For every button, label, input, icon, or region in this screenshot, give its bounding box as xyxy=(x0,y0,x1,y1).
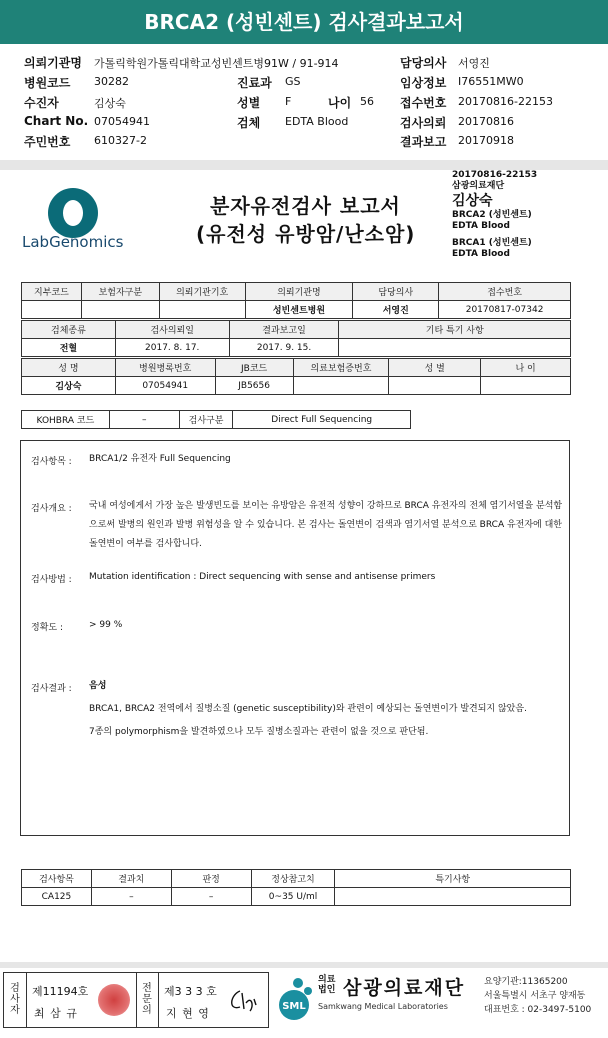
inspector-label: 검사자 xyxy=(10,983,20,1016)
table-header: 의료보험증번호 xyxy=(293,359,389,377)
org-prefix-line: 의료 xyxy=(318,975,336,985)
table-cell xyxy=(293,377,389,395)
info-label: 진료과 xyxy=(237,76,272,90)
org-name-en: Samkwang Medical Laboratories xyxy=(318,1002,448,1011)
info-value: GS xyxy=(285,75,301,88)
info-label: Chart No. xyxy=(24,114,89,128)
table-cell xyxy=(481,377,571,395)
report-subheading: (유전성 유방암/난소암) xyxy=(196,222,416,246)
patient-table xyxy=(21,358,571,395)
kohbra-label: KOHBRA 코드 xyxy=(22,411,110,429)
section-label: 검사항목 : xyxy=(31,457,72,467)
org-name: 삼광의료재단 xyxy=(343,977,466,999)
table-header: 검체종류 xyxy=(22,321,116,339)
stamp-line: 20170816-22153 xyxy=(452,170,538,180)
info-value: 김상숙 xyxy=(94,97,126,110)
org-info-line: 요양기관:11365200 xyxy=(484,977,568,987)
specialist-license: 제3 3 3 호 xyxy=(164,985,217,998)
kohbra-value: – xyxy=(109,411,179,429)
info-label: 의뢰기관명 xyxy=(24,56,82,70)
table-header: 나 이 xyxy=(481,359,571,377)
table-cell xyxy=(389,377,481,395)
table-cell: 20170817-07342 xyxy=(439,301,571,319)
table-header: 의뢰기관기호 xyxy=(159,283,245,301)
table-cell: – xyxy=(91,888,171,906)
stamp-line: BRCA2 (성빈센트) xyxy=(452,210,532,220)
stamp-line: 삼광의료재단 xyxy=(452,181,505,191)
test-type-value: Direct Full Sequencing xyxy=(233,411,411,429)
test-type-label: 검사구분 xyxy=(179,411,233,429)
table-cell: 2017. 9. 15. xyxy=(229,339,339,357)
labgenomics-logo-text: LabGenomics xyxy=(22,233,124,251)
table-cell: 전혈 xyxy=(22,339,116,357)
inspector-name: 최 삼 규 xyxy=(34,1007,78,1020)
stamp-line: EDTA Blood xyxy=(452,221,510,231)
info-value: 20170918 xyxy=(458,134,514,147)
info-label: 결과보고 xyxy=(400,135,447,149)
report-heading: 분자유전검사 보고서 xyxy=(210,194,401,218)
info-value: 20170816 xyxy=(458,115,514,128)
table-header: 특기사항 xyxy=(335,870,571,888)
sml-logo-text: SML xyxy=(282,1001,306,1012)
table-cell: 서영진 xyxy=(353,301,439,319)
table-header: 담당의사 xyxy=(353,283,439,301)
section-label: 검사결과 : xyxy=(31,684,72,694)
table-cell: 김상숙 xyxy=(22,377,116,395)
table-header: 기타 특기 사항 xyxy=(339,321,571,339)
info-label: 수진자 xyxy=(24,96,59,110)
org-prefix xyxy=(318,975,335,995)
stamp-line: BRCA1 (성빈센트) xyxy=(452,238,532,248)
inspector-license: 제11194호 xyxy=(32,985,89,998)
table-cell: 성빈센트병원 xyxy=(245,301,353,319)
info-label: 담당의사 xyxy=(400,56,447,70)
table-cell xyxy=(81,301,159,319)
sml-logo-icon xyxy=(272,977,316,1021)
inspector-seal-icon xyxy=(98,984,130,1016)
labgenomics-logo-icon xyxy=(48,188,98,238)
table-cell xyxy=(339,339,571,357)
info-value: EDTA Blood xyxy=(285,115,349,128)
section-value: > 99 % xyxy=(89,620,123,630)
ca125-table xyxy=(21,869,571,906)
report-title: BRCA2 (성빈센트) 검사결과보고서 xyxy=(144,10,464,34)
table-header: 결과치 xyxy=(91,870,171,888)
specialist-name: 지 현 영 xyxy=(166,1007,210,1020)
section-value: Mutation identification : Direct sequencing with sense and antisense primers xyxy=(89,572,436,582)
result-line: 7종의 polymorphism을 발견하였으나 모두 질병소질과는 관련이 없을 것으로 판단됨. xyxy=(89,727,429,737)
stamp-line: EDTA Blood xyxy=(452,249,510,259)
table-cell: 07054941 xyxy=(115,377,215,395)
org-contact xyxy=(484,975,591,1017)
stamp-name: 김상숙 xyxy=(452,193,493,209)
table-header: JB코드 xyxy=(215,359,293,377)
info-value: 610327-2 xyxy=(94,134,147,147)
info-value: 가톨릭학원가톨릭대학교성빈센트병91W / 91-914 xyxy=(94,57,339,70)
table-header: 성 별 xyxy=(389,359,481,377)
info-value: 서영진 xyxy=(458,57,490,70)
info-label: 나이 xyxy=(328,96,352,110)
info-label: 성별 xyxy=(237,96,261,110)
org-info-line: 대표번호 : 02-3497-5100 xyxy=(484,1005,592,1015)
patient-info xyxy=(0,50,608,150)
request-info-table xyxy=(21,282,571,319)
info-label: 검체 xyxy=(237,116,261,130)
table-header: 의뢰기관명 xyxy=(245,283,353,301)
table-cell xyxy=(22,301,82,319)
section-label: 정확도 : xyxy=(31,623,63,633)
specimen-stamp xyxy=(452,170,562,260)
info-label: 접수번호 xyxy=(400,96,447,110)
org-info-line: 서울특별시 서초구 양재동 xyxy=(484,991,586,1001)
signature-box xyxy=(3,972,269,1028)
table-header: 지부코드 xyxy=(22,283,82,301)
table-header: 접수번호 xyxy=(439,283,571,301)
divider xyxy=(0,160,608,170)
info-value: 30282 xyxy=(94,75,129,88)
specialist-label: 전문의 xyxy=(142,983,152,1016)
section-value: BRCA1/2 유전자 Full Sequencing xyxy=(89,454,231,464)
table-header: 결과보고일 xyxy=(229,321,339,339)
info-value: F xyxy=(285,95,292,108)
info-label: 주민번호 xyxy=(24,135,71,149)
info-label: 병원코드 xyxy=(24,76,71,90)
table-header: 병원병록번호 xyxy=(115,359,215,377)
info-label: 임상정보 xyxy=(400,76,447,90)
section-value: 국내 여성에게서 가장 높은 발생빈도를 보이는 유방암은 유전적 성향이 강하므로 BRCA 유전자의 전체 염기서열을 분석함으로써 발병의 원인과 발병 위험성을 알 수 있습니다. 본 검사는 돌연변이 검색과 염기서열 분석으로 BRCA 유전자에 대한 돌연변이 여부를 검사합니다. xyxy=(89,501,563,549)
section-label: 검사방법 : xyxy=(31,575,72,585)
org-prefix-line: 법인 xyxy=(318,985,336,995)
section-label: 검사개요 : xyxy=(31,504,72,514)
report-title-bar xyxy=(0,0,608,44)
table-header: 판정 xyxy=(171,870,251,888)
test-details xyxy=(20,440,570,836)
table-header: 검사의뢰일 xyxy=(115,321,229,339)
info-value: I76551MW0 xyxy=(458,75,524,88)
info-value: 07054941 xyxy=(94,115,150,128)
divider xyxy=(0,962,608,968)
kohbra-table xyxy=(21,410,411,429)
info-value: 20170816-22153 xyxy=(458,95,553,108)
table-cell: 0~35 U/ml xyxy=(251,888,335,906)
table-header: 보험자구분 xyxy=(81,283,159,301)
specimen-table xyxy=(21,320,571,357)
table-header: 검사항목 xyxy=(22,870,92,888)
table-cell xyxy=(335,888,571,906)
table-header: 정상참고치 xyxy=(251,870,335,888)
table-cell: JB5656 xyxy=(215,377,293,395)
table-cell: – xyxy=(171,888,251,906)
info-value: 56 xyxy=(360,95,374,108)
result-value: 음성 xyxy=(89,681,107,691)
table-cell xyxy=(159,301,245,319)
table-cell: 2017. 8. 17. xyxy=(115,339,229,357)
info-label: 검사의뢰 xyxy=(400,116,447,130)
signature-icon xyxy=(226,985,262,1015)
table-cell: CA125 xyxy=(22,888,92,906)
table-header: 성 명 xyxy=(22,359,116,377)
result-line: BRCA1, BRCA2 전역에서 질병소질 (genetic susceptibility)와 관련이 예상되는 돌연변이가 발견되지 않았음. xyxy=(89,704,527,714)
